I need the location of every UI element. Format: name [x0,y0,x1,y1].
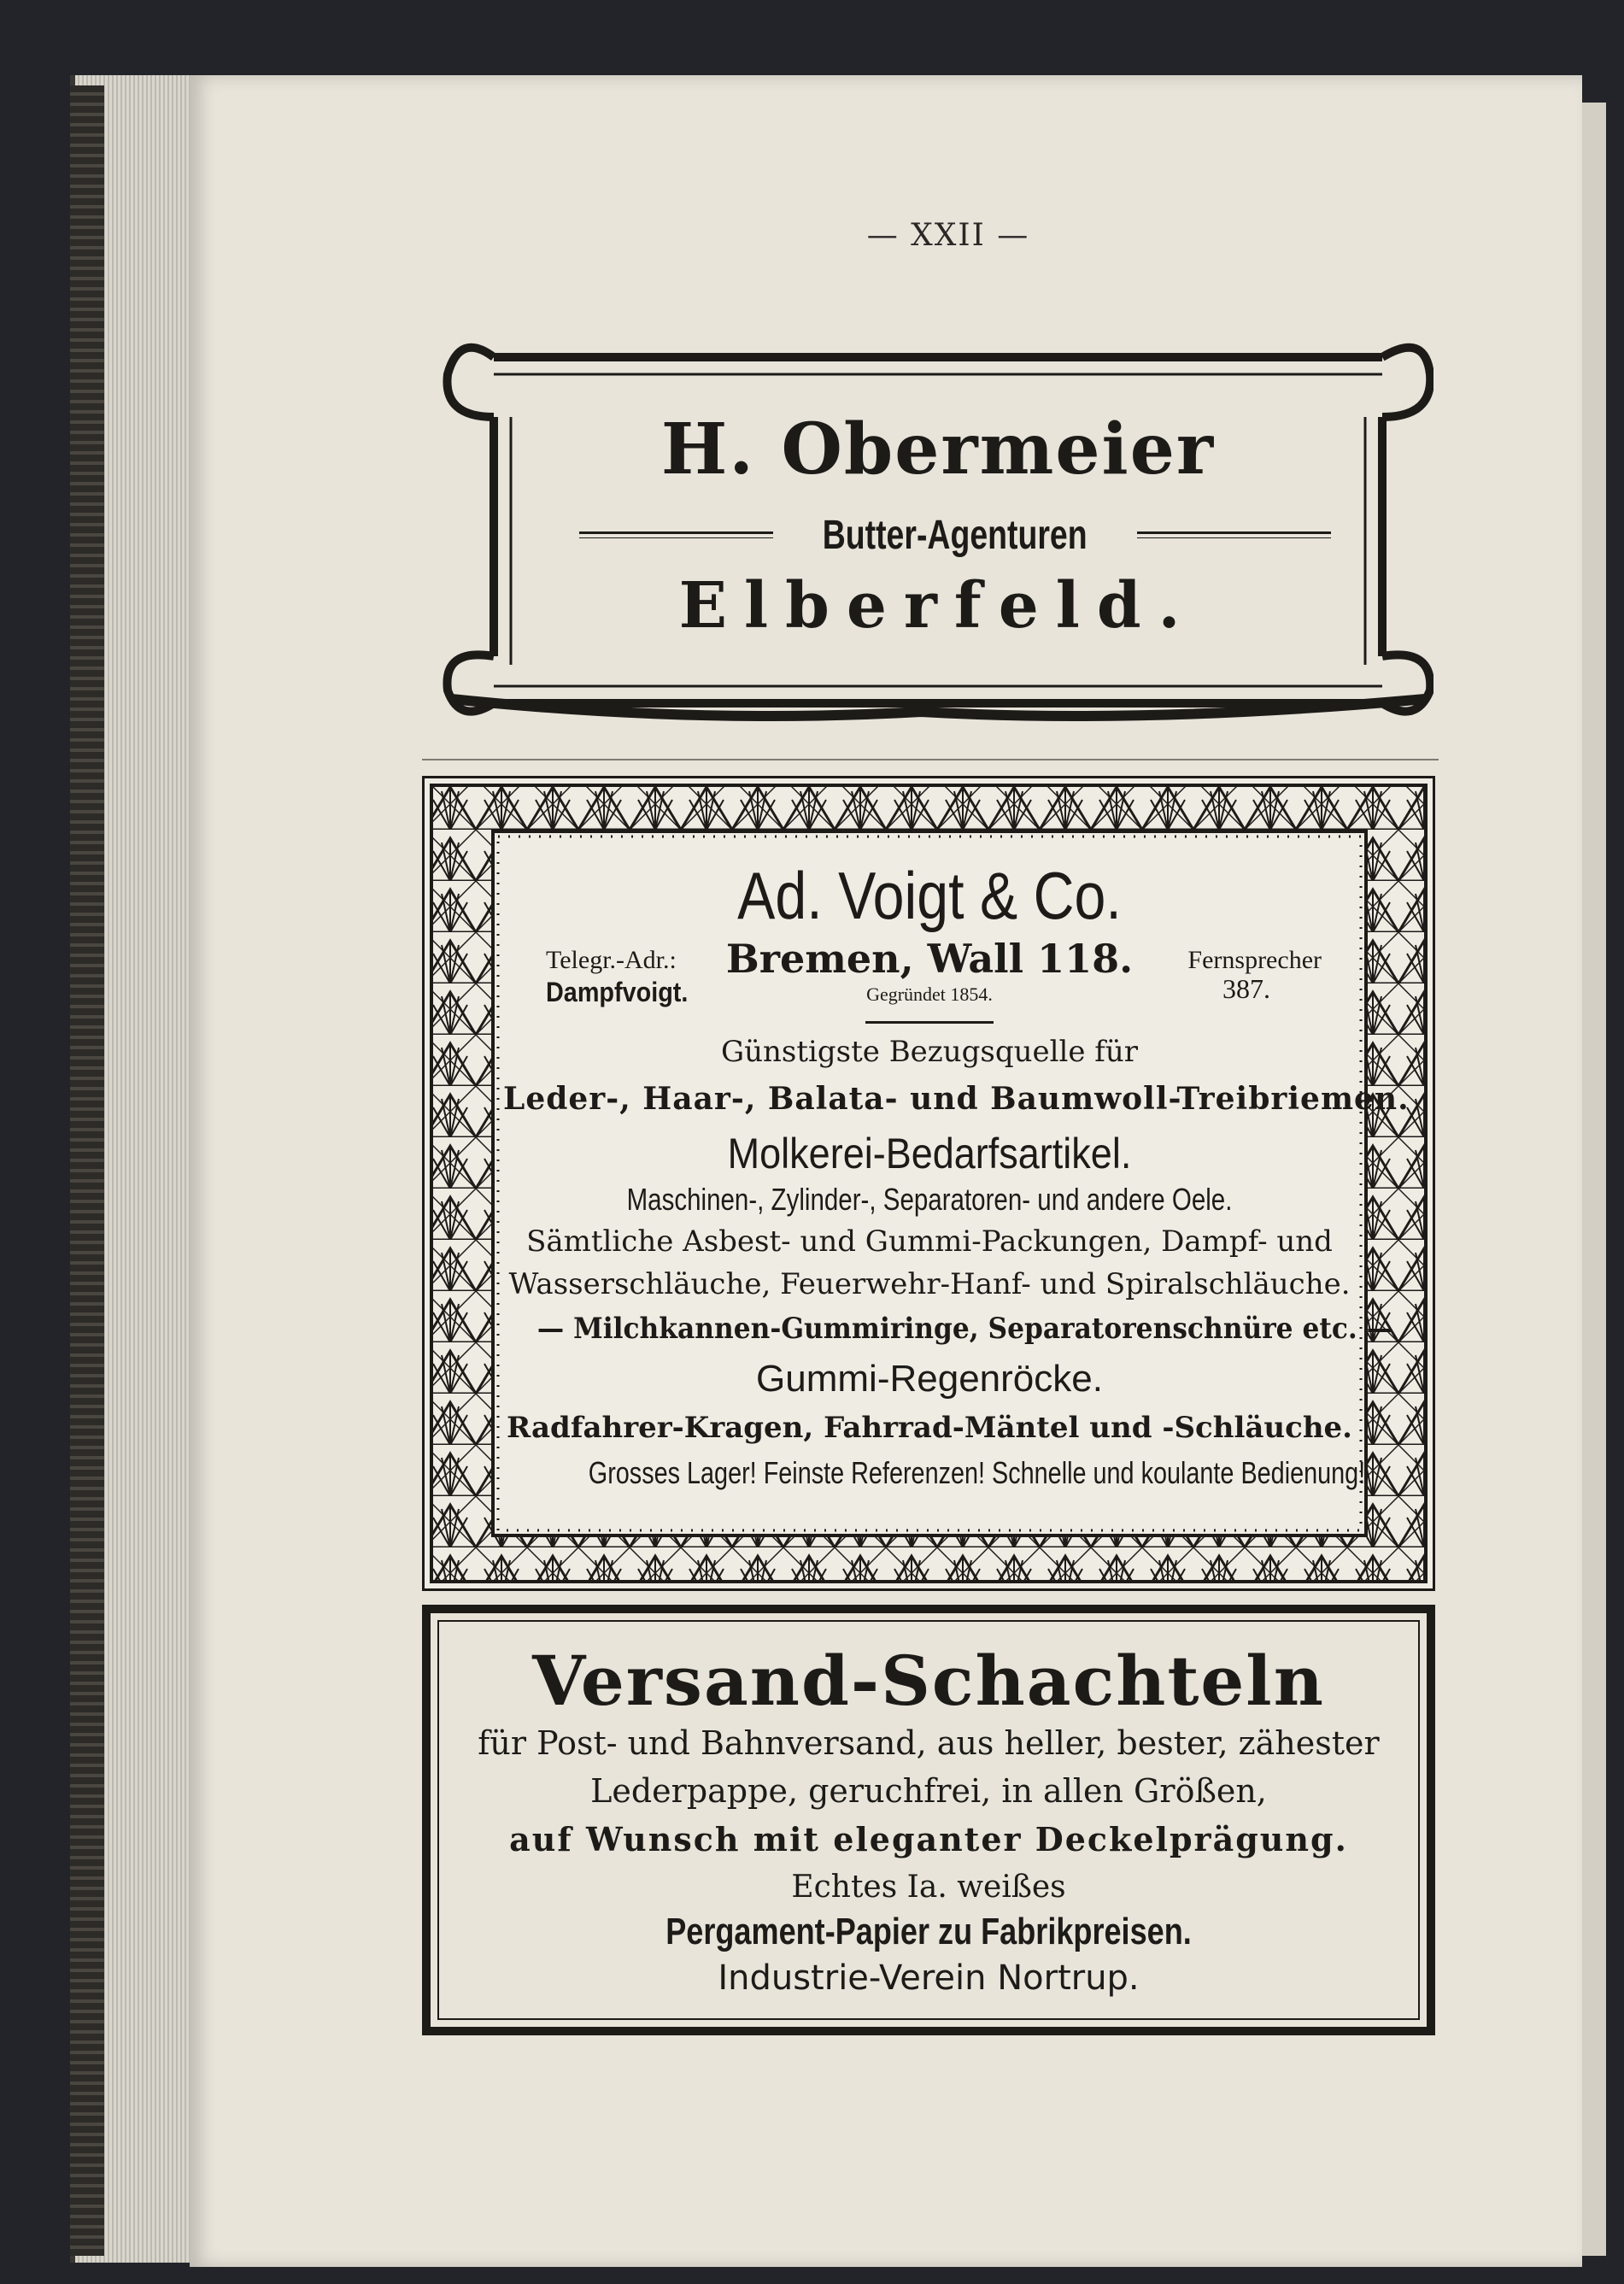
subtitle-row [579,509,1331,561]
company-name: H. Obermeier [660,408,1216,490]
founded-note: Gegründet 1854. [866,983,993,1005]
ad-line: auf Wunsch mit eleganter Deckelprägung. [509,1820,1348,1858]
ad-line: Maschinen-, Zylinder-, Separatoren- und andere Oele. [626,1182,1233,1217]
ad-voigt-content [503,842,1410,1525]
ad-line: — Milchkannen-Gummiringe, Separatorenschnüre etc. — [536,1312,1393,1346]
telegram-label: Telegr.-Adr.: [546,946,677,974]
separator-rule [422,759,1439,760]
ad-line: Lederpappe, geruchfrei, in allen Größen, [590,1772,1267,1810]
ad-line: Radfahrer-Kragen, Fahrrad-Mäntel und -Schläuche. [506,1411,1353,1445]
ad-line: Leder-, Haar-, Balata- und Baumwoll-Treibriemen. [503,1081,1410,1117]
ad-versand [422,1605,1435,2035]
ad-obermeier [443,323,1433,733]
ad-line: Grosses Lager! Feinste Referenzen! Schnelle und koulante Bedienung! [588,1455,1366,1490]
ad-voigt [422,776,1435,1591]
ad-line: für Post- und Bahnversand, aus heller, bester, zähester [478,1724,1380,1762]
phone-number: 387. [1222,973,1270,1004]
ad-line: Sämtliche Asbest- und Gummi-Packungen, Dampf- und [526,1224,1333,1259]
city: Elberfeld. [678,569,1198,643]
subtitle: Butter-Agenturen [823,512,1088,558]
ad-line: Wasserschläuche, Feuerwehr-Hanf- und Spiralschläuche. [508,1267,1351,1301]
divider-right [1137,531,1331,538]
ad-line: Molkerei-Bedarfsartikel. [727,1130,1132,1177]
divider-left [579,531,773,538]
page-number: — XXII — [866,218,1030,253]
advertiser-name: Industrie-Verein Nortrup. [718,1958,1140,1998]
company-name: Ad. Voigt & Co. [737,858,1122,933]
ad-line: Günstigste Bezugsquelle für [720,1035,1139,1069]
ad-line: Pergament-Papier zu Fabrikpreisen. [665,1911,1192,1952]
ad-line: Echtes Ia. weißes [791,1870,1066,1905]
book-spine [70,85,104,2256]
ad-headline: Versand-Schachteln [532,1641,1325,1721]
ad-line: Gummi-Regenröcke. [756,1358,1103,1400]
divider [865,1021,994,1024]
phone-label: Fernsprecher [1187,946,1322,974]
next-page-edge [1582,103,1606,2256]
ad-versand-content [437,1620,1420,2020]
telegram-address: Dampfvoigt. [546,977,689,1007]
street-address: Bremen, Wall 118. [725,936,1134,982]
